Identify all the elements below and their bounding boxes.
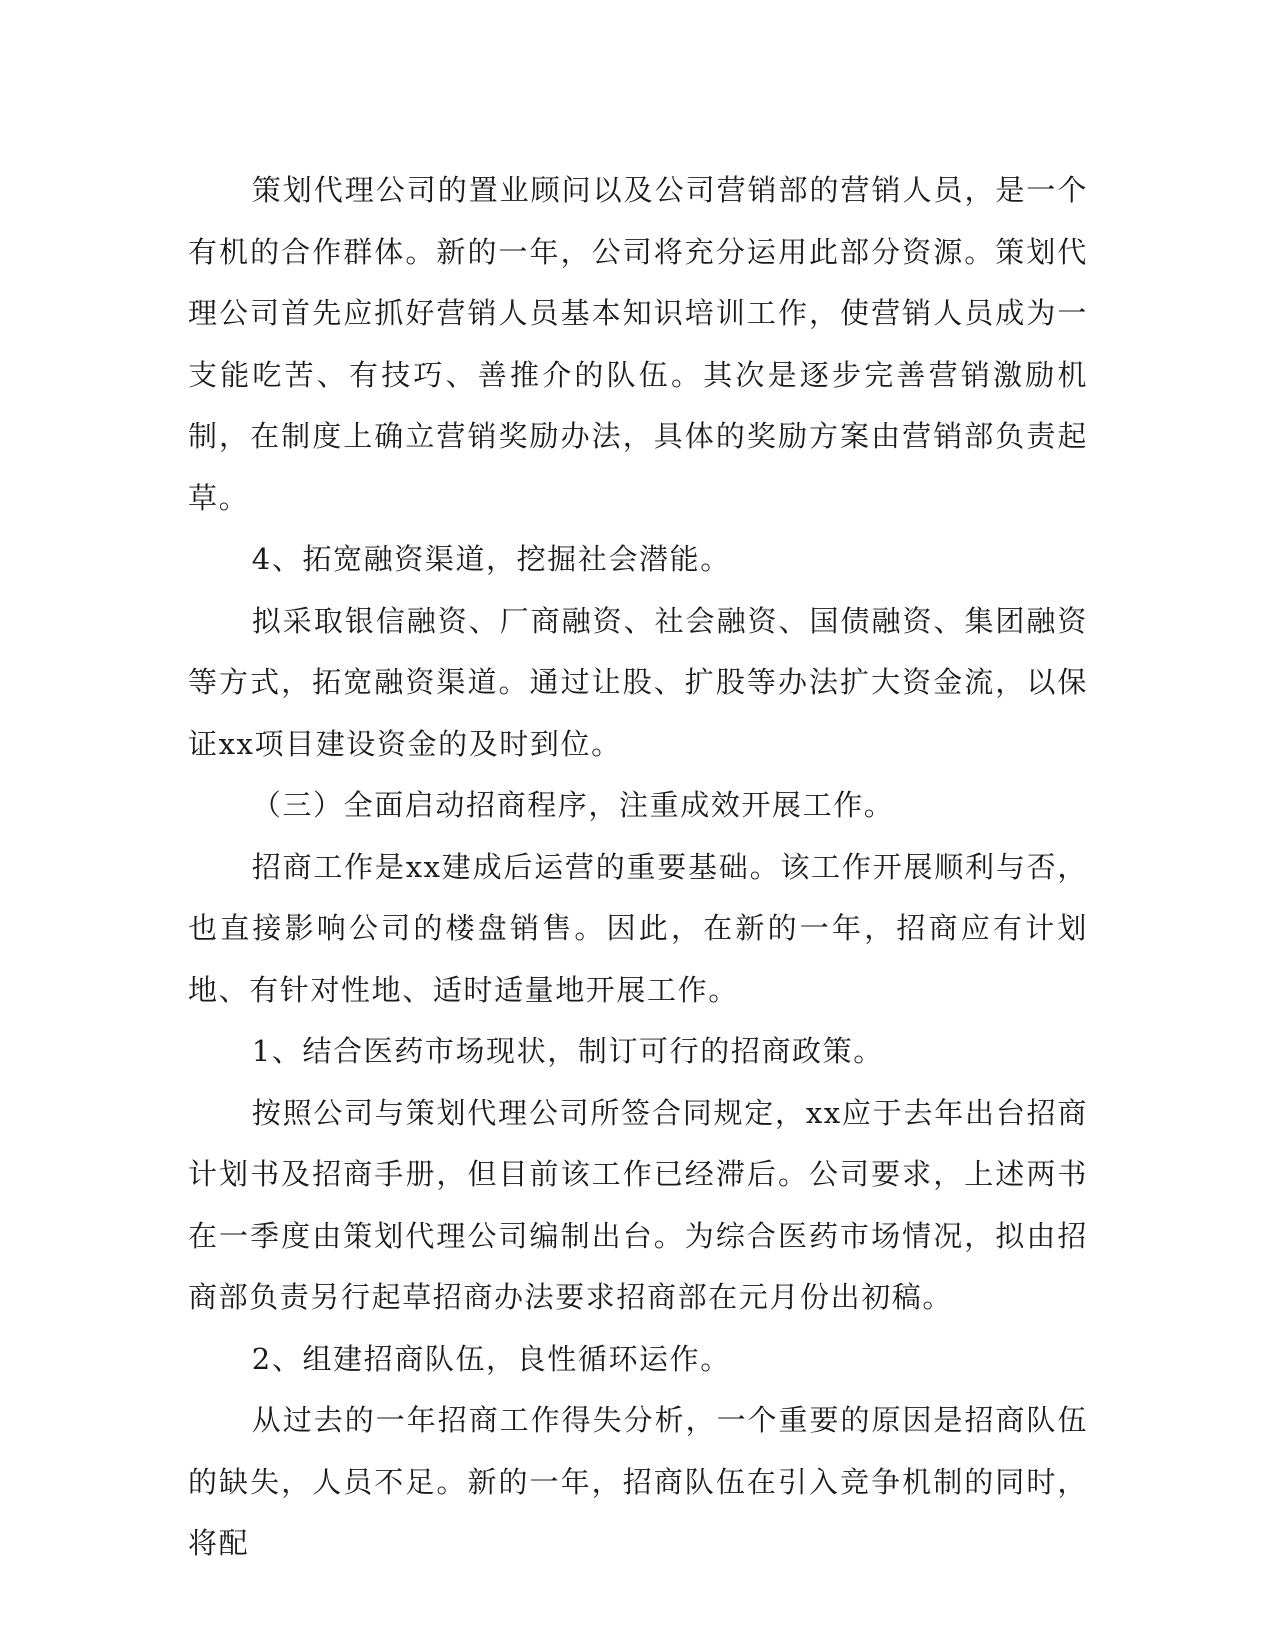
- heading-policy: 1、结合医药市场现状，制订可行的招商政策。: [251, 1034, 884, 1068]
- paragraph-financing-methods: 拟采取银信融资、厂商融资、社会融资、国债融资、集团融资等方式，拓宽融资渠道。通过让股、扩股等办法扩大资金流，以保证xx项目建设资金的及时到位。: [188, 603, 1088, 761]
- paragraph-investment-basis: 招商工作是xx建成后运营的重要基础。该工作开展顺利与否，也直接影响公司的楼盘销售。因此，在新的一年，招商应有计划地、有针对性地、适时适量地开展工作。: [188, 849, 1088, 1007]
- heading-investment-promotion: （三）全面启动招商程序，注重成效开展工作。: [251, 788, 895, 822]
- document-body: [188, 160, 1088, 1575]
- paragraph-sales-team: 策划代理公司的置业顾问以及公司营销部的营销人员，是一个有机的合作群体。新的一年，公司将充分运用此部分资源。策划代理公司首先应抓好营销人员基本知识培训工作，使营销人员成为一支能吃苦、有技巧、善推介的队伍。其次是逐步完善营销激励机制，在制度上确立营销奖励办法，具体的奖励方案由营销部负责起草。: [188, 173, 1088, 515]
- paragraph-policy-details: 按照公司与策划代理公司所签合同规定，xx应于去年出台招商计划书及招商手册，但目前该工作已经滞后。公司要求，上述两书在一季度由策划代理公司编制出台。为综合医药市场情况，拟由招商部负责另行起草招商办法要求招商部在元月份出初稿。: [188, 1095, 1088, 1314]
- heading-financing-channels: 4、拓宽融资渠道，挖掘社会潜能。: [251, 542, 731, 576]
- heading-team-building: 2、组建招商队伍，良性循环运作。: [251, 1341, 731, 1376]
- paragraph-team-analysis: 从过去的一年招商工作得失分析，一个重要的原因是招商队伍的缺失，人员不足。新的一年，招商队伍在引入竞争机制的同时，将配: [188, 1403, 1088, 1560]
